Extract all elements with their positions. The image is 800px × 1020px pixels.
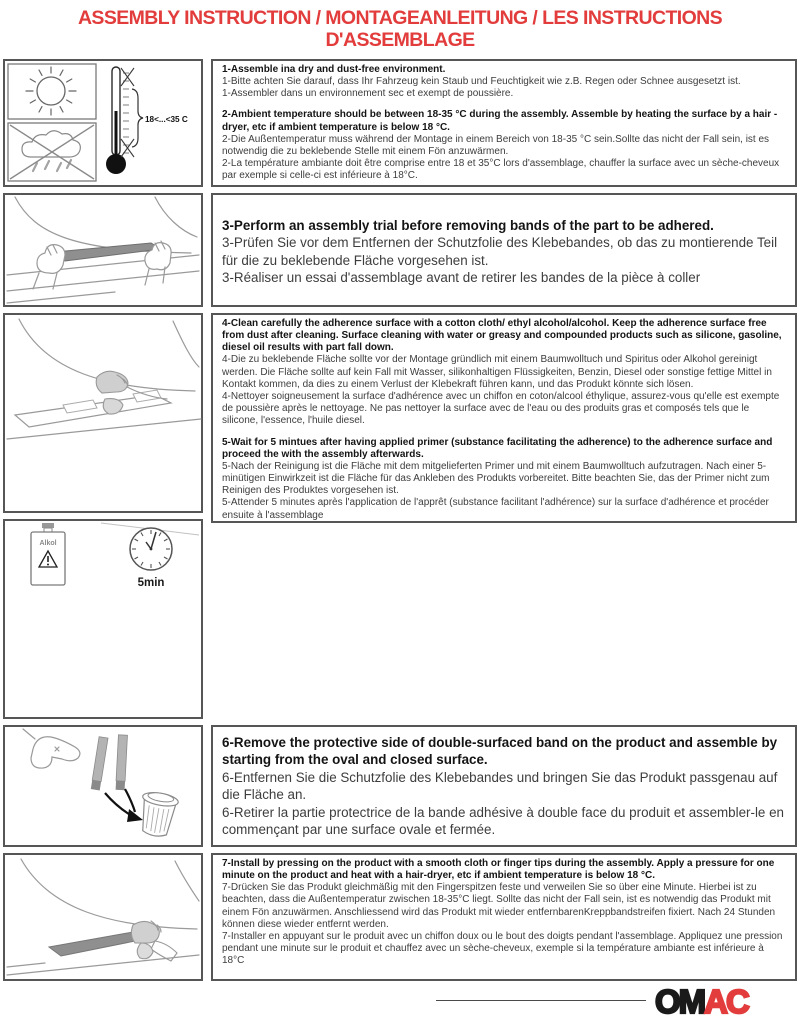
svg-text:OMAC: [655, 983, 749, 1020]
no-rain-icon: [8, 123, 96, 181]
instructions-step-1-2: [211, 59, 797, 187]
illustration-remove-band: [3, 725, 203, 847]
peel-strips-icon: [23, 729, 179, 839]
instructions-step-6: [211, 725, 797, 847]
step-7-fr: 7-Installer en appuyant sur le produit avec un chiffon doux ou le bout des doigts pendant l'assemblage. Appliquez une pression pendant une minute sur le produit et chauffez avec un sèche-cheveux, exemple si la température ambiante est inférieure à 18°C: [222, 930, 783, 967]
step-3-en: 3-Perform an assembly trial before removing bands of the part to be adhered.: [222, 217, 714, 233]
logo-text-red: AC: [704, 982, 748, 1020]
alcohol-bottle-icon: [31, 523, 65, 585]
row-clean-and-primer: [3, 313, 797, 719]
row-trial-fit: [3, 193, 797, 307]
illustration-press-install: [3, 853, 203, 981]
illustration-environment: [3, 59, 203, 187]
logo-text-black: OM: [655, 982, 705, 1020]
row-remove-band: [3, 725, 797, 847]
step-4-fr: 4-Nettoyer soigneusement la surface d'adhérence avec un chiffon en coton/alcool éthylique, assurez-vous qu'elle est exempte de poussière après le nettoyage. Ne pas nettoyer la surface avec de l'eau ou des produits gras et composés tels que le silicone, l'essence, l'huile diesel.: [222, 390, 780, 427]
thermometer-range-label: 18<...<35 C: [145, 114, 188, 124]
step-4-en: 4-Clean carefully the adherence surface with a cotton cloth/ ethyl alcohol/alcohol. Keep the adherence surface free from dust after cleaning. Surface cleaning with water or greasy and compounded products such as silicone, gasoline, diesel oil results with part fall down.: [222, 317, 782, 354]
step-1-de: 1-Bitte achten Sie darauf, dass Ihr Fahrzeug kein Staub und Feuchtigkeit wie z.B. Regen oder Schnee ausgesetzt ist.: [222, 76, 741, 88]
step-6-en: 6-Remove the protective side of double-surfaced band on the product and assemble by starting from the oval and closed surface.: [222, 734, 778, 768]
step-6-de: 6-Entfernen Sie die Schutzfolie des Klebebandes und bringen Sie das Produkt passgenau auf die Fläche an.: [222, 769, 778, 803]
step-2-fr: 2-La température ambiante doit être comprise entre 18 et 35°C lors d'assemblage, chauffer la surface avec un sèche-cheveux par exemple si celle-ci est inférieure à 18°C.: [222, 158, 780, 182]
step-2-de: 2-Die Außentemperatur muss während der Montage in einem Bereich von 18-35 °C sein.Sollte das nicht der Fall sein, ist es notwendig die zu beklebende Stelle mit einem Fön anzuwärmen.: [222, 133, 770, 157]
row-environment: [3, 59, 797, 187]
illustration-primer-wait: [3, 519, 203, 719]
instruction-table: [2, 59, 798, 981]
arrow-icon: [105, 789, 143, 822]
step-5-de: 5-Nach der Reinigung ist die Fläche mit dem mitgelieferten Primer und mit einem Baumwolltuch aufzutragen. Nach einer 5-minütigen Einwirkzeit ist die Fläche für das Ankleben des Produkts vorbereitet. Bitte beachten Sie, das der Primer nicht zum Reinigen des Produktes vorgesehen ist.: [222, 460, 770, 497]
trash-can-icon: [136, 790, 179, 839]
clock-duration-label: 5min: [137, 576, 165, 589]
instructions-step-3: [211, 193, 797, 307]
pressing-hand-icon: [7, 859, 199, 975]
illustration-cleaning: [3, 313, 203, 513]
step-1-fr: 1-Assembler dans un environnement sec et exempt de poussière.: [222, 88, 514, 100]
hands-holding-trim-icon: [7, 197, 199, 303]
step-5-en: 5-Wait for 5 mintues after having applied primer (substance facilitating the adherence) to the adherence surface and proceed the with the assembly afterwards.: [222, 436, 773, 460]
wiping-hand-icon: [7, 319, 201, 439]
instructions-step-7: [211, 853, 797, 981]
illustration-stack: [3, 313, 203, 719]
sun-icon: [8, 64, 96, 119]
step-1-en: 1-Assemble ina dry and dust-free environment.: [222, 63, 446, 75]
omac-logo: [654, 982, 794, 1020]
row-press-install: [3, 853, 797, 981]
thermometer-icon: [106, 67, 188, 174]
step-3-fr: 3-Réaliser un essai d'assemblage avant de retirer les bandes de la pièce à coller: [222, 270, 701, 286]
page-title: ASSEMBLY INSTRUCTION / MONTAGEANLEITUNG / LES INSTRUCTIONS D'ASSEMBLAGE: [77, 7, 723, 52]
step-4-de: 4-Die zu beklebende Fläche sollte vor der Montage gründlich mit einem Baumwolltuch und Spiritus oder Alkohol gereinigt werden. Die Fläche sollte auf kein Fall mit Wasser, silikonhaltigen Flüssigkeiten, Benzin, Diesel oder sonstige fettige Mittel in Kontakt kommen, da dies zu einem Verlust der Klebekraft führen kann, und das Produkt könnte sich lösen.: [222, 354, 772, 390]
footer: [2, 982, 798, 1020]
step-2-en: 2-Ambient temperature should be between 18-35 °C during the assembly. Assemble by heating the surface by a hair -dryer, etc if ambient temperature is below 18 °C.: [222, 109, 778, 133]
illustration-trial-fit: [3, 193, 203, 307]
step-7-de: 7-Drücken Sie das Produkt gleichmäßig mit den Fingerspitzen feste und verweilen Sie so über eine Minute. Hierbei ist zu beachten, dass die Außentemperatur zwischen 18-35°C liegt. Sollte das nicht der Fall sein, ist es notwendig das Produkt mit einem Fön anzuwärmen. Anschliessend wird das Produkt mit wieder entfernbarenKreppbandstreifen fixiert. Nach 24 Stunden können diese wieder entfernt werden.: [222, 882, 776, 930]
footer-divider: [436, 1000, 646, 1001]
step-7-en: 7-Install by pressing on the product with a smooth cloth or finger tips during the assembly. Apply a pressure for one minute on the product and heat with a hair-dryer, etc if ambient temperature is below 18 °C.: [222, 857, 775, 882]
bottle-label: Alkol: [39, 539, 57, 547]
step-6-fr: 6-Retirer la partie protectrice de la bande adhésive à double face du produit et assembler-le en commençant par une surface ovale et fermée.: [222, 804, 784, 837]
step-3-de: 3-Prüfen Sie vor dem Entfernen der Schutzfolie des Klebebandes, ob das zu montierende Teil für die zu beklebende Fläche vorgesehen ist.: [222, 235, 778, 268]
instructions-step-4-5: [211, 313, 797, 523]
step-5-fr: 5-Attender 5 minutes après l'application de l'apprêt (substance facilitant l'adhérence) sur la surface d'adhérence et procéder ensuite à l'assemblage: [222, 497, 769, 521]
clock-icon: [130, 528, 172, 589]
